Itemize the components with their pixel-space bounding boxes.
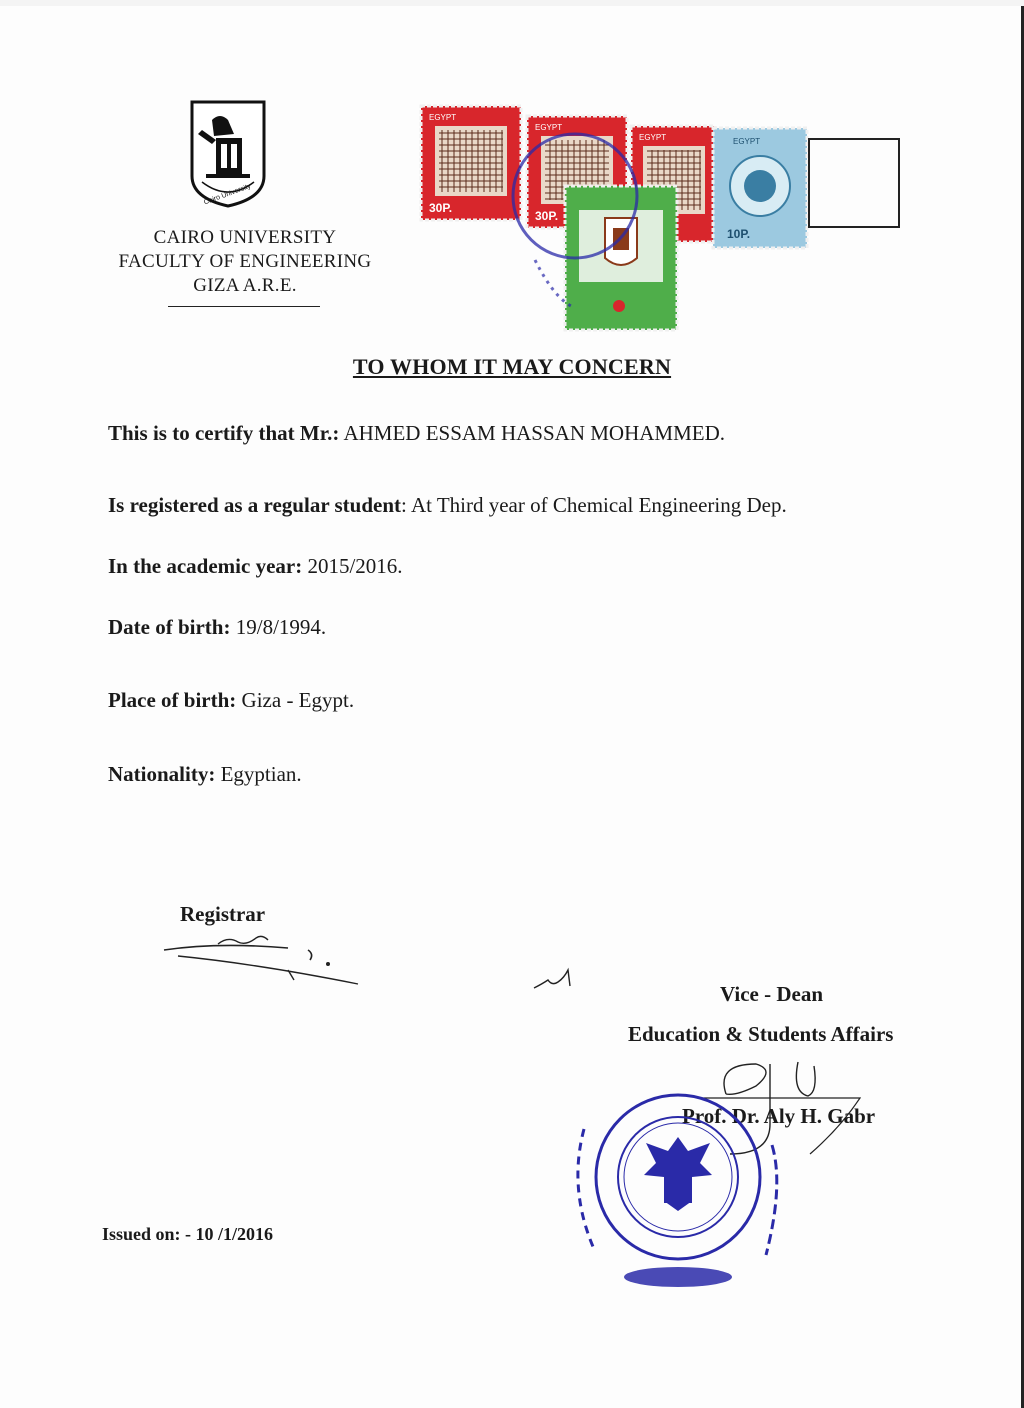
document-title	[0, 354, 1024, 380]
field-place-of-birth	[108, 687, 354, 713]
field-value: 2015/2016.	[302, 554, 403, 578]
registrar-label: Registrar	[180, 902, 266, 926]
vice-dean-label: Vice - Dean	[720, 982, 824, 1006]
field-label: Date of birth:	[108, 615, 231, 639]
header-rule	[168, 306, 320, 307]
field-nationality	[108, 761, 302, 787]
svg-text:10P.: 10P.	[727, 227, 751, 241]
cairo-university-logo	[188, 98, 268, 210]
revenue-stamps	[415, 100, 825, 335]
field-registration	[108, 492, 787, 518]
svg-text:EGYPT: EGYPT	[733, 137, 761, 146]
page-edge	[0, 0, 1024, 6]
field-label: Place of birth:	[108, 688, 237, 712]
svg-text:EGYPT: EGYPT	[535, 123, 563, 132]
red-stamp-1	[421, 106, 521, 220]
field-date-of-birth	[108, 614, 326, 640]
university-header	[100, 226, 390, 298]
signatory-name: Prof. Dr. Aly H. Gabr	[682, 1104, 876, 1128]
field-value: Giza - Egypt.	[236, 688, 355, 712]
title-text: TO WHOM IT MAY CONCERN	[352, 354, 672, 379]
field-label: Nationality:	[108, 762, 216, 786]
field-label: This is to certify that Mr.:	[108, 421, 340, 445]
svg-text:30P.: 30P.	[429, 201, 453, 215]
issue-date: Issued on: - 10 /1/2016	[102, 1224, 274, 1244]
official-seal	[560, 1085, 790, 1295]
field-value: Egyptian.	[215, 762, 302, 786]
field-value: 19/8/1994.	[230, 615, 327, 639]
initials-mark	[530, 966, 578, 996]
header-line-2: FACULTY OF ENGINEERING	[118, 251, 372, 272]
header-line-1: CAIRO UNIVERSITY	[153, 227, 337, 248]
registrar-signature	[158, 920, 368, 990]
svg-text:30P.: 30P.	[535, 209, 559, 223]
blue-stamp	[713, 128, 807, 248]
field-name	[108, 420, 725, 446]
header-line-3: GIZA A.R.E.	[193, 275, 297, 296]
svg-text:EGYPT: EGYPT	[429, 113, 457, 122]
svg-text:EGYPT: EGYPT	[639, 133, 667, 142]
field-value: : At Third year of Chemical Engineering Dep.	[401, 493, 787, 517]
field-academic-year	[108, 553, 403, 579]
logo-caption: Cairo University	[203, 182, 252, 207]
field-value: AHMED ESSAM HASSAN MOHAMMED.	[339, 421, 725, 445]
field-label: In the academic year:	[108, 554, 303, 578]
department-label: Education & Students Affairs	[628, 1022, 894, 1046]
stamp-box	[808, 138, 900, 228]
field-label: Is registered as a regular student	[108, 493, 402, 517]
